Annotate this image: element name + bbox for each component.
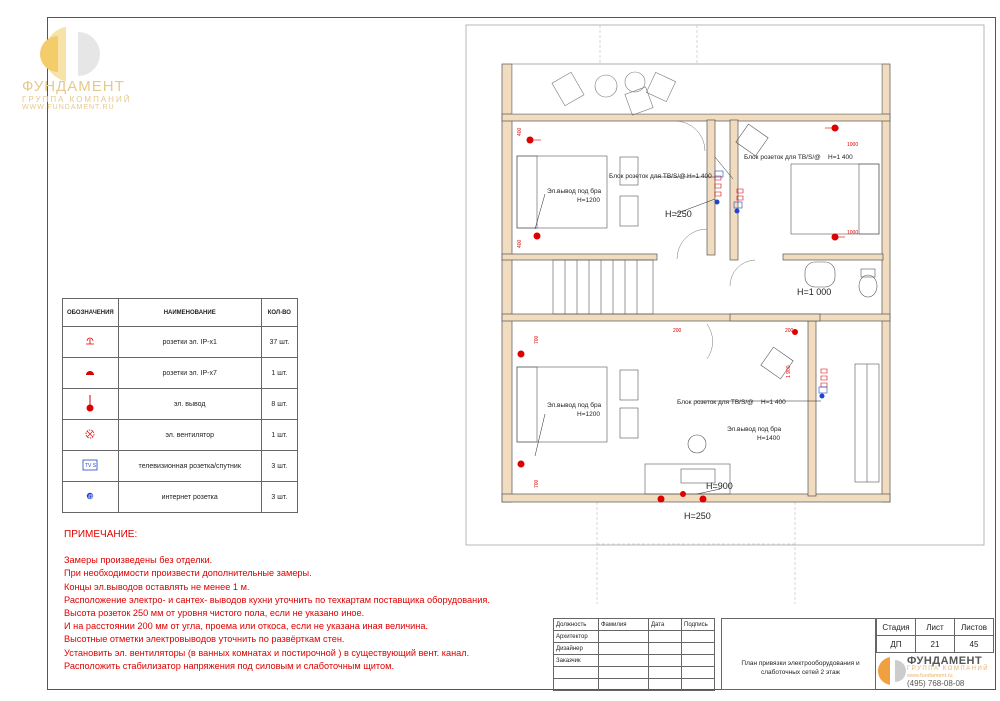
stage-value: ДП	[877, 636, 916, 653]
legend-item-name: эл. вентилятор	[118, 420, 261, 451]
note-line: Замеры произведены без отделки.	[64, 555, 213, 566]
legend-item-qty: 37 шт.	[261, 327, 297, 358]
el-output-icon	[63, 389, 119, 420]
sheet-header: Лист	[916, 619, 955, 636]
stage-header: Стадия	[877, 619, 916, 636]
label-bra-right: Эл.вывод под бра	[727, 426, 782, 433]
label-bra-top: Эл.вывод под бра	[547, 188, 602, 195]
sheet-description-line: слаботочных сетей 2 этаж	[761, 669, 840, 676]
floor-plan	[465, 24, 987, 604]
label-bra-right-h: H=1400	[757, 435, 780, 442]
socket-ip-x7-icon	[63, 358, 119, 389]
legend-header-qty: КОЛ-ВО	[261, 299, 297, 327]
legend-header-name: НАИМЕНОВАНИЕ	[118, 299, 261, 327]
legend-item-qty: 1 шт.	[261, 358, 297, 389]
sign-role: Архитектор	[554, 631, 599, 643]
legend-item-qty: 3 шт.	[261, 451, 297, 482]
note-line: Концы эл.выводов оставлять не менее 1 м.	[64, 581, 250, 592]
note-line: Высотные отметки электровыводов уточнить по развёрткам стен.	[64, 634, 345, 645]
brand-name: ФУНДАМЕНТ	[22, 78, 125, 95]
stage-header-row	[877, 619, 994, 636]
tv-socket-icon	[63, 451, 119, 482]
label-block-bottom-h: H=1 400	[761, 399, 786, 406]
svg-text:@: @	[88, 494, 94, 500]
sign-role: Дизайнер	[554, 643, 599, 655]
legend-item-qty: 1 шт.	[261, 420, 297, 451]
label-bra-bottom: Эл.вывод под бра	[547, 402, 602, 409]
brand-url: WWW.FUNDAMENT.RU	[22, 104, 115, 111]
notes-title: ПРИМЕЧАНИЕ:	[64, 529, 138, 540]
legend-row	[63, 327, 298, 358]
sign-col-signature: Подпись	[682, 619, 715, 631]
dim-1900: 1 900	[786, 365, 792, 378]
note-line: Высота розеток 250 мм от уровня чистого пола, если не указано иное.	[64, 608, 365, 619]
dim-1000-b: 1000	[847, 230, 859, 236]
signature-table	[553, 618, 715, 691]
stage-value-row	[877, 636, 994, 653]
staircase	[553, 260, 653, 314]
sign-col-position: Должность	[554, 619, 599, 631]
signature-header-row	[554, 619, 715, 631]
legend-item-name: розетки эл. IP-x1	[118, 327, 261, 358]
sheet-description-line: План привязки электрооборудования и	[741, 660, 860, 667]
dim-400-b: 400	[517, 239, 523, 248]
bed-top-right	[736, 124, 879, 234]
legend-item-name: телевизионная розетка/спутник	[118, 451, 261, 482]
note-line: И на расстоянии 200 мм от угла, проема или откоса, если не указана иная величина.	[64, 621, 428, 632]
label-block-top-right-h: H=1 400	[828, 154, 853, 161]
legend-item-qty: 3 шт.	[261, 482, 297, 513]
legend-item-name: интернет розетка	[118, 482, 261, 513]
dimension-labels	[517, 127, 858, 488]
legend-row	[63, 482, 298, 513]
dim-1000-a: 1000	[847, 142, 859, 148]
signature-row	[554, 643, 715, 655]
label-block-top-right: Блок розеток для ТВ/S/@	[744, 154, 821, 161]
note-line: Расположение электро- и сантех- выводов кухни уточнить по техкартам поставщика оборудования.	[64, 594, 490, 605]
legend-header-row	[63, 299, 298, 327]
label-h250-top: H=250	[665, 209, 692, 219]
sheet-value: 21	[916, 636, 955, 653]
signature-row	[554, 631, 715, 643]
dim-700-b: 700	[534, 479, 540, 488]
label-h1000: H=1 000	[797, 287, 832, 297]
legend-row	[63, 358, 298, 389]
legend-header-symbol: ОБОЗНАЧЕНИЯ	[63, 299, 119, 327]
title-logo-name: ФУНДАМЕНТ	[907, 655, 983, 667]
title-logo-url: www.fundament.ru	[907, 673, 953, 679]
leader-lines	[535, 157, 821, 494]
label-h900: H=900	[706, 481, 733, 491]
note-line: Установить эл. вентиляторы (в ванных комнатах и постирочной ) в существующий вент. канал.	[64, 647, 470, 658]
electrical-outputs	[518, 125, 839, 503]
legend-item-name: розетки эл. IP-x7	[118, 358, 261, 389]
title-logo-phone: (495) 768-08-08	[907, 679, 965, 688]
note-line: Расположить стабилизатор напряжения под силовым и слаботочным щитом.	[64, 660, 395, 671]
dim-200-a: 200	[673, 328, 682, 334]
dim-700-a: 700	[534, 335, 540, 344]
legend-table	[62, 298, 298, 513]
label-block-bottom: Блок розеток для ТВ/S/@	[677, 399, 754, 406]
socket-ip-x1-icon	[63, 327, 119, 358]
legend-row	[63, 389, 298, 420]
title-logo-mark	[878, 655, 906, 689]
sheet-description	[728, 659, 873, 677]
sheets-header: Листов	[955, 619, 994, 636]
balcony	[512, 64, 882, 114]
legend-row	[63, 451, 298, 482]
sign-role: Заказчик	[554, 655, 599, 667]
dim-200-b: 200	[785, 328, 794, 334]
stage-table	[876, 618, 994, 653]
label-bra-bottom-h: H=1200	[577, 411, 600, 418]
title-logo-subtitle: ГРУППА КОМПАНИЙ	[907, 666, 990, 672]
internet-socket-icon	[63, 482, 119, 513]
sign-col-date: Дата	[649, 619, 682, 631]
wardrobe	[761, 347, 879, 482]
label-block-top-left-h: H=1 400	[687, 173, 712, 180]
title-block-description	[721, 618, 876, 690]
sheets-value: 45	[955, 636, 994, 653]
signature-row	[554, 655, 715, 667]
legend-row	[63, 420, 298, 451]
label-bra-top-h: H=1200	[577, 197, 600, 204]
legend-item-name: эл. вывод	[118, 389, 261, 420]
title-block-logo	[877, 653, 997, 690]
note-line: При необходимости произвести дополнительные замеры.	[64, 568, 312, 579]
label-h250-bottom: H=250	[684, 511, 711, 521]
svg-text:TV S: TV S	[85, 463, 97, 469]
brand-subtitle: ГРУППА КОМПАНИЙ	[22, 95, 132, 104]
legend-item-qty: 8 шт.	[261, 389, 297, 420]
label-block-top-left: Блок розеток для ТВ/S/@	[609, 173, 686, 180]
dim-400-a: 400	[517, 127, 523, 136]
ventilator-icon	[63, 420, 119, 451]
sign-col-surname: Фамилия	[599, 619, 649, 631]
